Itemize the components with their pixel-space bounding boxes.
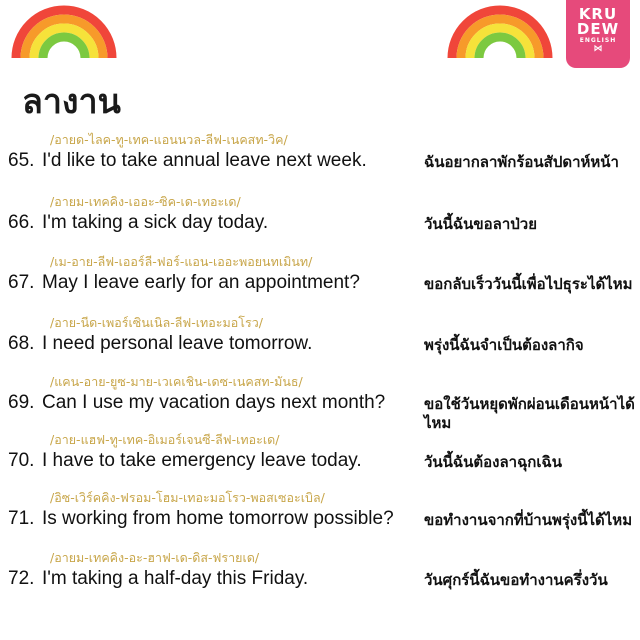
english-phrase: I need personal leave tomorrow. (42, 333, 313, 354)
thai-translation: ขอทำงานจากที่บ้านพรุ่งนี้ได้ไหม (424, 511, 633, 529)
english-phrase: May I leave early for an appointment? (42, 272, 360, 293)
rainbow-icon-left (10, 0, 118, 62)
thai-translation: ขอกลับเร็ววันนี้เพื่อไปธุระได้ไหม (424, 275, 633, 293)
pronunciation: /อายม-เทคคิง-เออะ-ซิค-เด-เทอะเด/ (50, 194, 241, 209)
page-title: ลางาน (22, 82, 121, 122)
rainbow-icon-right (446, 0, 554, 62)
english-phrase: Is working from home tomorrow possible? (42, 508, 394, 529)
item-number: 69. (8, 392, 35, 413)
pronunciation: /อายด-ไลค-ทู-เทค-แอนนวล-ลีฟ-เนคสท-วิค/ (50, 132, 288, 147)
thai-translation: วันนี้ฉันต้องลาฉุกเฉิน (424, 453, 562, 471)
logo-line-1: KRU (578, 5, 618, 23)
thai-translation: ขอใช้วันหยุดพักผ่อนเดือนหน้าได้ไหม (424, 395, 635, 432)
pronunciation: /อิซ-เวิร์คคิง-ฟรอม-โฮม-เทอะมอโรว-พอสเซอะเบิล/ (50, 490, 325, 505)
pronunciation: /อาย-แฮฟ-ทู-เทค-อิเมอร์เจนซี-ลีฟ-เทอะเด/ (50, 432, 280, 447)
pronunciation: /เม-อาย-ลีฟ-เออร์ลี-ฟอร์-แอน-เออะพอยนทเมินท/ (50, 254, 313, 269)
item-number: 71. (8, 508, 35, 529)
brand-logo (566, 0, 630, 68)
item-number: 70. (8, 450, 35, 471)
thai-translation: วันศุกร์นี้ฉันขอทำงานครึ่งวัน (424, 571, 608, 589)
english-phrase: I'm taking a sick day today. (42, 212, 269, 233)
english-phrase: I'm taking a half-day this Friday. (42, 568, 309, 589)
item-number: 66. (8, 212, 35, 233)
item-number: 65. (8, 150, 35, 171)
thai-translation: พรุ่งนี้ฉันจำเป็นต้องลากิจ (424, 336, 584, 354)
thai-translation: ฉันอยากลาพักร้อนสัปดาห์หน้า (424, 153, 619, 171)
english-phrase: Can I use my vacation days next month? (42, 392, 386, 413)
item-number: 72. (8, 568, 35, 589)
pronunciation: /อาย-นีด-เพอร์เซินเนิล-ลีฟ-เทอะมอโรว/ (50, 315, 263, 330)
item-number: 68. (8, 333, 35, 354)
logo-line-3: ENGLISH (579, 37, 617, 44)
thai-translation: วันนี้ฉันขอลาป่วย (424, 215, 538, 233)
bow-icon: ⋈ (593, 44, 603, 54)
english-phrase: I'd like to take annual leave next week. (42, 150, 367, 171)
pronunciation: /อายม-เทคคิง-อะ-ฮาฟ-เด-ดิส-ฟรายเด/ (50, 550, 260, 565)
pronunciation: /แคน-อาย-ยูซ-มาย-เวเคเชิน-เดซ-เนคสท-มันธ/ (50, 374, 303, 389)
item-number: 67. (8, 272, 35, 293)
logo-line-2: DEW (576, 20, 620, 38)
english-phrase: I have to take emergency leave today. (42, 450, 362, 471)
